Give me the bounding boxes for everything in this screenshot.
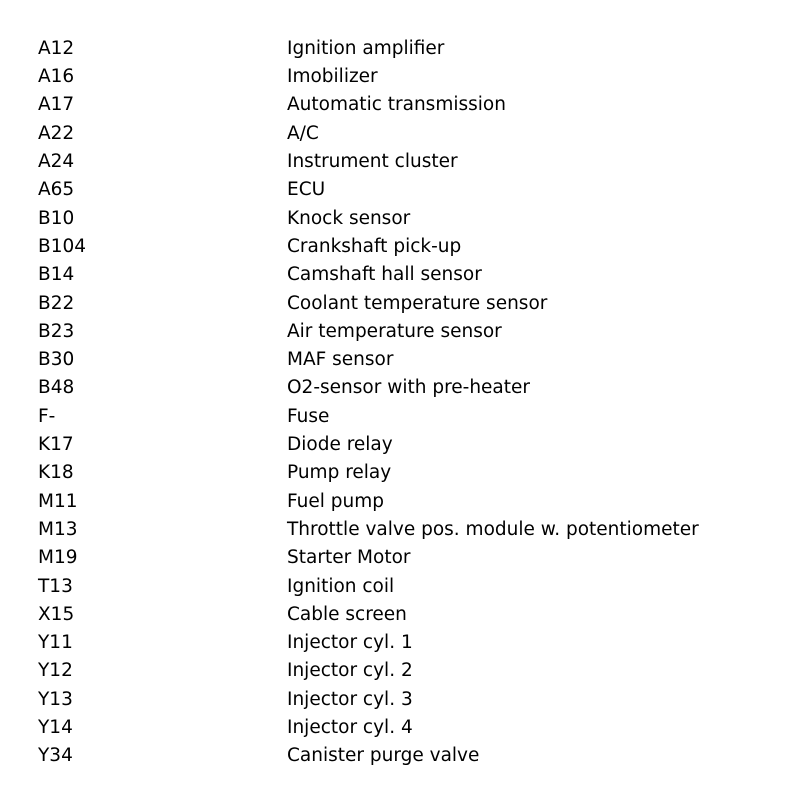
component-code: M13 (38, 518, 78, 540)
legend-row (38, 459, 778, 487)
legend-row (38, 742, 778, 770)
component-description: Throttle valve pos. module w. potentiometer (287, 518, 699, 540)
component-code: B22 (38, 292, 75, 314)
legend-row (38, 629, 778, 657)
component-code: Y14 (38, 717, 73, 739)
component-code: Y13 (38, 688, 73, 710)
component-description: Imobilizer (287, 66, 378, 88)
component-code: Y11 (38, 632, 73, 654)
component-description: Injector cyl. 4 (287, 717, 413, 739)
component-description: Injector cyl. 1 (287, 632, 413, 654)
legend-row (38, 148, 778, 176)
legend-row (38, 573, 778, 601)
component-code: B14 (38, 264, 75, 286)
legend-row (38, 35, 778, 63)
component-description: Fuel pump (287, 490, 384, 512)
component-code: B30 (38, 349, 75, 371)
legend-row (38, 92, 778, 120)
legend-row (38, 714, 778, 742)
component-code: M11 (38, 490, 78, 512)
component-code: X15 (38, 603, 75, 625)
component-code: T13 (38, 575, 73, 597)
component-code: A17 (38, 94, 75, 116)
component-description: Crankshaft pick-up (287, 235, 462, 257)
component-description: Pump relay (287, 462, 392, 484)
component-description: A/C (287, 122, 319, 144)
legend-row (38, 658, 778, 686)
component-code: B10 (38, 207, 75, 229)
component-code: Y34 (38, 745, 73, 767)
component-description: Injector cyl. 3 (287, 688, 413, 710)
component-description: Cable screen (287, 603, 407, 625)
legend-row (38, 516, 778, 544)
legend-row (38, 176, 778, 204)
legend-row (38, 488, 778, 516)
component-legend (38, 35, 778, 771)
component-code: A24 (38, 151, 75, 173)
component-description: Coolant temperature sensor (287, 292, 548, 314)
legend-row (38, 120, 778, 148)
component-description: Starter Motor (287, 547, 411, 569)
component-description: Automatic transmission (287, 94, 506, 116)
legend-row (38, 233, 778, 261)
legend-row (38, 601, 778, 629)
legend-row (38, 290, 778, 318)
legend-row (38, 205, 778, 233)
component-code: A22 (38, 122, 75, 144)
component-description: Canister purge valve (287, 745, 480, 767)
component-code: F- (38, 405, 56, 427)
component-code: M19 (38, 547, 78, 569)
component-description: Fuse (287, 405, 330, 427)
component-description: Knock sensor (287, 207, 411, 229)
component-description: O2-sensor with pre-heater (287, 377, 531, 399)
component-code: B23 (38, 320, 75, 342)
legend-row (38, 375, 778, 403)
component-code: B104 (38, 235, 87, 257)
component-code: A12 (38, 37, 75, 59)
legend-row (38, 318, 778, 346)
component-code: A16 (38, 66, 75, 88)
component-description: Instrument cluster (287, 151, 458, 173)
component-code: K18 (38, 462, 74, 484)
component-description: ECU (287, 179, 326, 201)
legend-row (38, 544, 778, 572)
legend-row (38, 431, 778, 459)
legend-row (38, 686, 778, 714)
legend-row (38, 346, 778, 374)
component-code: Y12 (38, 660, 73, 682)
component-code: B48 (38, 377, 75, 399)
component-description: Injector cyl. 2 (287, 660, 413, 682)
component-description: Diode relay (287, 434, 393, 456)
component-code: A65 (38, 179, 75, 201)
component-description: Camshaft hall sensor (287, 264, 482, 286)
component-description: Air temperature sensor (287, 320, 502, 342)
component-description: Ignition coil (287, 575, 395, 597)
component-code: K17 (38, 434, 74, 456)
legend-row (38, 63, 778, 91)
component-description: Ignition amplifier (287, 37, 445, 59)
component-description: MAF sensor (287, 349, 394, 371)
legend-row (38, 261, 778, 289)
legend-row (38, 403, 778, 431)
